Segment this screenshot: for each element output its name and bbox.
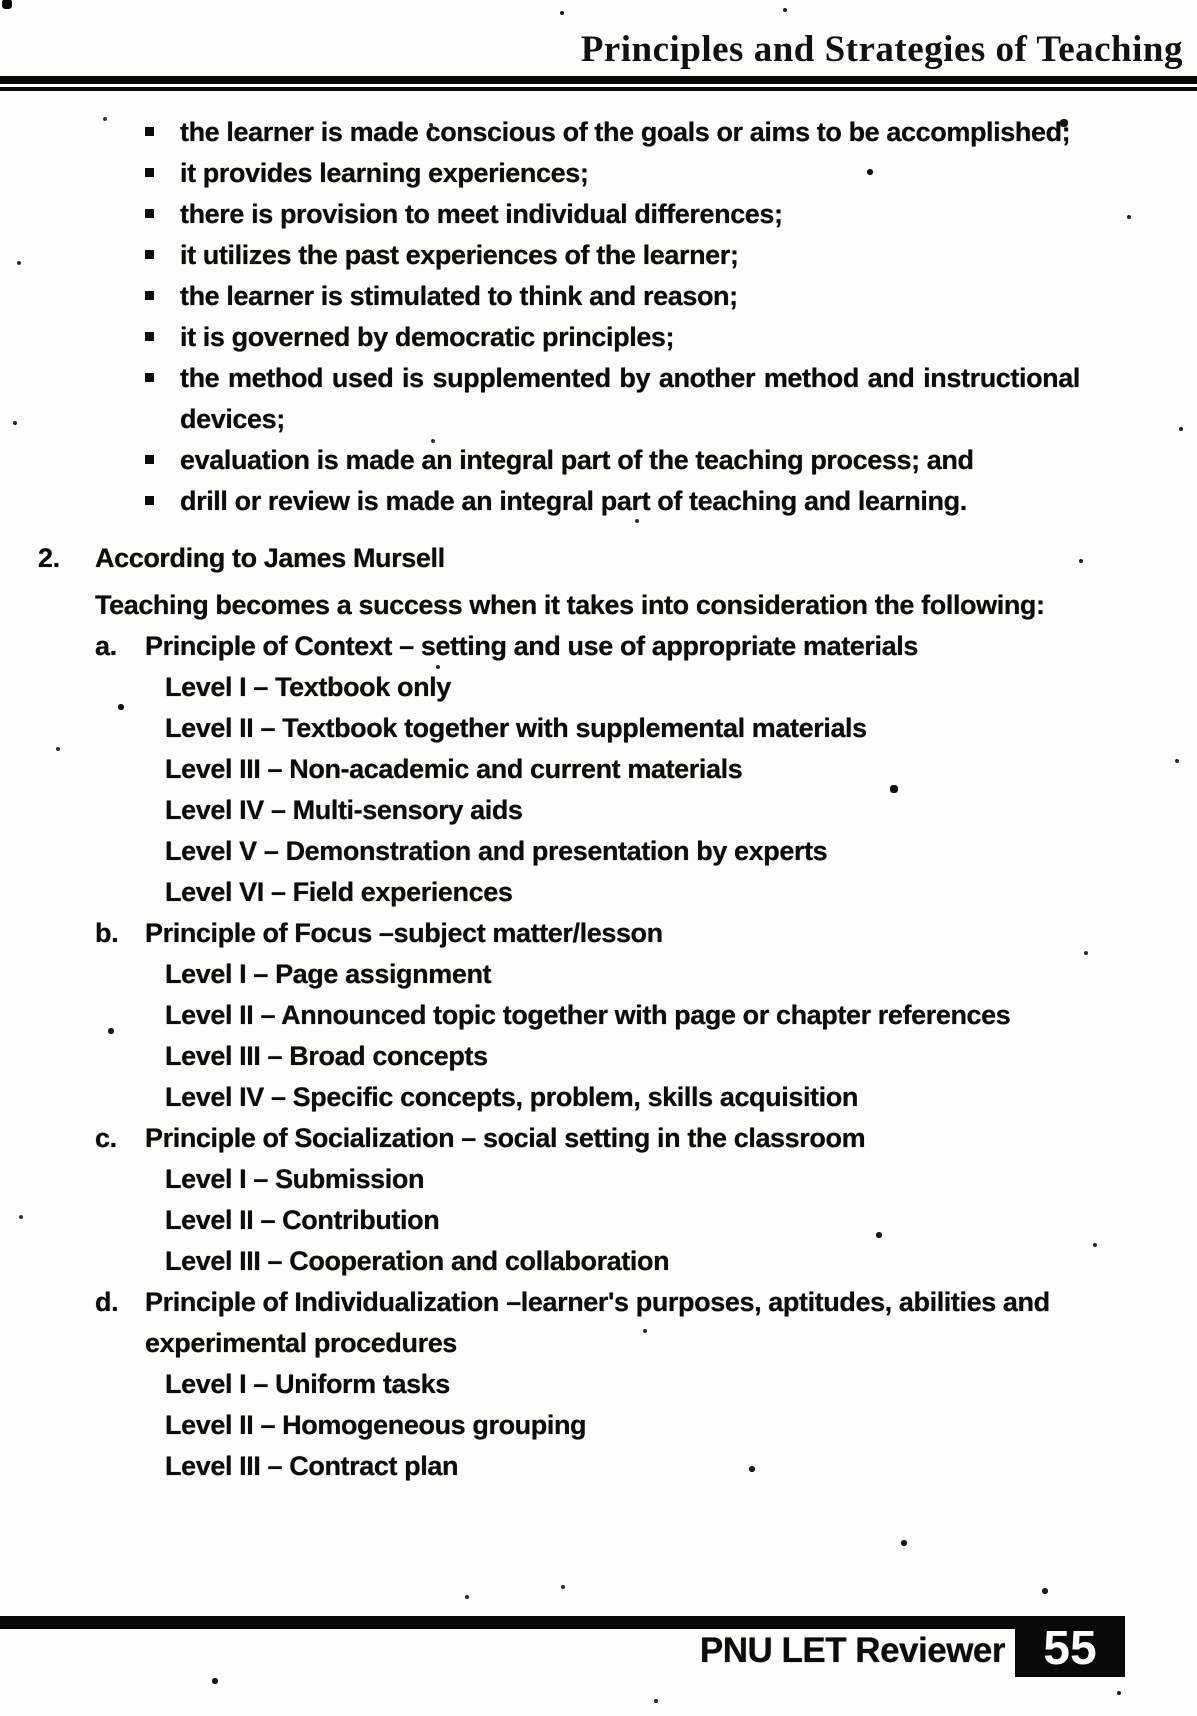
principle-letter: d. xyxy=(95,1287,119,1317)
bullet-square-icon xyxy=(145,496,154,505)
bullet-square-icon xyxy=(145,373,154,382)
level-item: Level I – Submission xyxy=(165,1164,425,1194)
list-item xyxy=(145,358,1080,440)
bullet-square-icon xyxy=(145,209,154,218)
level-item: Level I – Page assignment xyxy=(165,959,492,989)
header-divider xyxy=(0,76,1197,91)
level-item: Level V – Demonstration and presentation by experts xyxy=(165,836,828,866)
bullet-text: it utilizes the past experiences of the learner; xyxy=(180,240,739,270)
bullet-text: drill or review is made an integral part of teaching and learning. xyxy=(180,486,967,516)
scan-noise xyxy=(0,0,2,2)
principle-item xyxy=(95,1118,1080,1159)
bullet-text: evaluation is made an integral part of the teaching process; and xyxy=(180,445,974,475)
level-item: Level III – Cooperation and collaboration xyxy=(165,1246,670,1276)
list-item xyxy=(145,235,1080,276)
level-item: Level IV – Multi-sensory aids xyxy=(165,795,523,825)
page-header-title: Principles and Strategies of Teaching xyxy=(580,29,1183,70)
principle-item xyxy=(95,913,1080,954)
principle-letter: b. xyxy=(95,918,119,948)
level-item: Level II – Announced topic together with page or chapter references xyxy=(165,1000,1011,1030)
bullet-text: it provides learning experiences; xyxy=(180,158,589,188)
principle-letter: c. xyxy=(95,1123,117,1153)
list-item xyxy=(145,481,1080,522)
list-item xyxy=(145,317,1080,358)
bullet-text: the learner is made conscious of the goals or aims to be accomplished; xyxy=(180,117,1071,147)
principle-title: Principle of Context – setting and use of appropriate materials xyxy=(145,631,918,661)
level-list xyxy=(165,954,1080,1118)
section-intro: Teaching becomes a success when it takes into consideration the following: xyxy=(95,590,1045,620)
bullet-square-icon xyxy=(145,455,154,464)
level-item: Level I – Uniform tasks xyxy=(165,1369,450,1399)
level-item: Level III – Broad concepts xyxy=(165,1041,488,1071)
footer-brand: PNU LET Reviewer xyxy=(699,1631,1005,1670)
footer-divider xyxy=(0,1616,1125,1629)
list-item xyxy=(145,153,1080,194)
principle-title: Principle of Individualization –learner's purposes, aptitudes, abilities and experimental procedures xyxy=(145,1287,1050,1358)
bullet-square-icon xyxy=(145,291,154,300)
bullet-square-icon xyxy=(145,250,154,259)
level-list xyxy=(165,1364,1080,1487)
bullet-square-icon xyxy=(145,127,154,136)
list-item xyxy=(145,194,1080,235)
bullet-text: it is governed by democratic principles; xyxy=(180,322,675,352)
level-item: Level III – Non-academic and current materials xyxy=(165,754,743,784)
level-item: Level VI – Field experiences xyxy=(165,877,513,907)
list-item xyxy=(145,276,1080,317)
section-title: According to James Mursell xyxy=(95,543,445,573)
bullet-text: the learner is stimulated to think and reason; xyxy=(180,281,738,311)
level-list xyxy=(165,667,1080,913)
principle-letter: a. xyxy=(95,631,117,661)
level-item: Level III – Contract plan xyxy=(165,1451,459,1481)
level-item: Level IV – Specific concepts, problem, skills acquisition xyxy=(165,1082,858,1112)
list-item xyxy=(145,112,1080,153)
level-item: Level II – Textbook together with supplemental materials xyxy=(165,713,867,743)
principle-item xyxy=(95,626,1080,667)
level-item: Level II – Contribution xyxy=(165,1205,440,1235)
principle-item xyxy=(95,1282,1080,1364)
bullet-list xyxy=(145,112,1080,522)
principle-title: Principle of Focus –subject matter/lesson xyxy=(145,918,663,948)
page-number-badge xyxy=(1015,1620,1125,1677)
list-item xyxy=(145,440,1080,481)
page-number: 55 xyxy=(1043,1622,1097,1675)
section-number: 2. xyxy=(38,543,60,573)
bullet-square-icon xyxy=(145,168,154,177)
principle-title: Principle of Socialization – social setting in the classroom xyxy=(145,1123,866,1153)
bullet-text: the method used is supplemented by another method and instructional devices; xyxy=(180,363,1080,434)
bullet-text: there is provision to meet individual differences; xyxy=(180,199,783,229)
bullet-square-icon xyxy=(145,332,154,341)
level-list xyxy=(165,1159,1080,1282)
page-content xyxy=(38,112,1080,1487)
level-item: Level II – Homogeneous grouping xyxy=(165,1410,587,1440)
level-item: Level I – Textbook only xyxy=(165,672,451,702)
section-heading xyxy=(38,538,1080,579)
